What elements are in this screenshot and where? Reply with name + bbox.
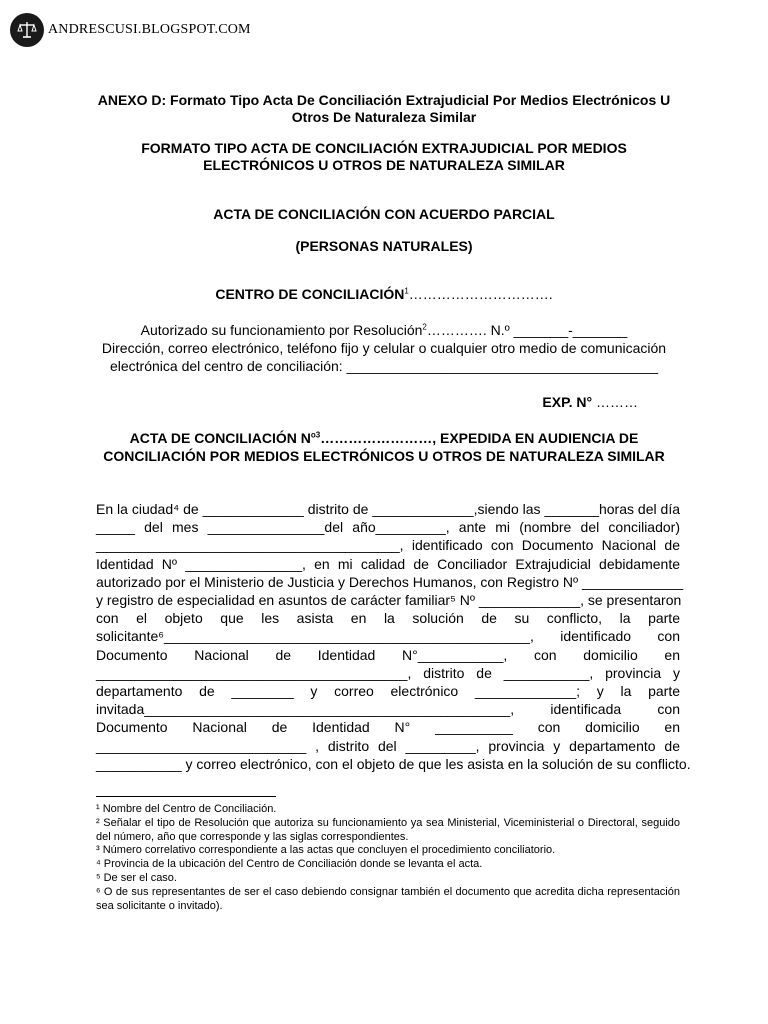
footnote: ⁴ Provincia de la ubicación del Centro de Conciliación donde se levanta el acta.	[96, 858, 483, 871]
authorization-blank: …………. N.º _______-_______	[426, 322, 628, 338]
footnote-divider	[96, 796, 276, 797]
acta-heading	[60, 429, 708, 465]
format-title-line1: FORMATO TIPO ACTA DE CONCILIACIÓN EXTRAJUDICIAL POR MEDIOS	[141, 140, 627, 156]
acta-heading-b: ……………………, EXPEDIDA EN AUDIENCIA DE	[320, 430, 639, 446]
footnote: ¹ Nombre del Centro de Conciliación.	[96, 803, 277, 815]
exp-number	[542, 394, 638, 410]
acta-heading-line2: CONCILIACIÓN POR MEDIOS ELECTRÓNICOS U OTROS DE NATURALEZA SIMILAR	[103, 448, 665, 464]
annex-title-line1: ANEXO D: Formato Tipo Acta De Conciliación Extrajudicial Por Medios Electrónicos U	[97, 92, 671, 108]
footnote: ⁵ De ser el caso.	[96, 871, 177, 884]
footnote-ref-1: 1	[404, 286, 409, 296]
body-line: Documento Nacional de Identidad N°___________, con domicilio en	[96, 646, 680, 663]
exp-blank: ………	[596, 394, 638, 410]
body-line: Identidad Nº _______________, en mi calidad de Conciliador Extrajudicial debidamente	[96, 555, 680, 572]
body-line: departamento de ________ y correo electrónico _____________; y la parte	[96, 683, 680, 700]
body-line: En la ciudad⁴ de _____________ distrito de _____________,siendo las _______horas del día	[96, 501, 680, 517]
format-title-line2: ELECTRÓNICOS U OTROS DE NATURALEZA SIMILAR	[203, 157, 565, 173]
footnotes	[96, 803, 680, 913]
body-line: con el objeto que les asista en la solución de su conflicto, la parte	[96, 610, 680, 627]
body-line: solicitante⁶_______________________________________________, identificado con	[96, 628, 680, 645]
annex-title-line2: Otros De Naturaleza Similar	[291, 109, 477, 125]
body-line: _____ del mes _______________del año_________, ante mi (nombre del conciliador)	[96, 519, 680, 536]
body-line: y registro de especialidad en asuntos de carácter familiar⁵ Nº _____________, se presentaron	[96, 592, 682, 609]
body-line: invitada_______________________________________________, identificada con	[96, 701, 680, 718]
scales-of-justice-icon	[10, 13, 44, 47]
body-line: _______________________________________, identificado con Documento Nacional de	[96, 537, 680, 554]
exp-label: EXP. N°	[542, 394, 593, 410]
body-line: ___________________________ , distrito del _________, provincia y departamento de	[96, 737, 680, 754]
footnote: ² Señalar el tipo de Resolución que autoriza su funcionamiento ya sea Ministerial, Viceministerial o Directoral, seguido del número, año que corresponde y las siglas correspondientes.	[96, 816, 680, 843]
centro-label: CENTRO DE CONCILIACIÓN	[215, 286, 405, 302]
authorization-line1	[60, 321, 708, 339]
format-title	[60, 140, 708, 174]
page-header	[10, 12, 251, 48]
body-line: Documento Nacional de Identidad N° __________ con domicilio en	[96, 719, 680, 736]
site-name: ANDRESCUSI.BLOGSPOT.COM	[48, 22, 251, 37]
footnote: ⁶ O de sus representantes de ser el caso debiendo consignar también el documento que acredita dicha representación sea solicitante o invitado).	[96, 885, 680, 912]
authorization-text: Autorizado su funcionamiento por Resolución	[140, 322, 423, 338]
acta-heading-a: ACTA DE CONCILIACIÓN N	[129, 430, 311, 446]
acta-body	[96, 500, 691, 773]
acta-heading-line1	[60, 429, 708, 447]
body-line: autorizado por el Ministerio de Justicia y Derechos Humanos, con Registro Nº _____________	[96, 573, 684, 590]
footnote: ³ Número correlativo correspondiente a las actas que concluyen el procedimiento conciliatorio.	[96, 844, 556, 857]
centro-blank: ………………………….	[408, 286, 553, 302]
authorization-line3: electrónica del centro de conciliación: ________________________________________	[109, 358, 659, 374]
body-line: ________________________________________, distrito de ___________, provincia y	[96, 664, 680, 681]
annex-title	[60, 92, 708, 126]
acta-type: ACTA DE CONCILIACIÓN CON ACUERDO PARCIAL	[213, 206, 555, 222]
footnote-ref-2: 2	[422, 322, 427, 332]
centro-line	[0, 286, 768, 302]
body-line: ___________ y correo electrónico, con el objeto de que les asista en la solución de su conflicto.	[96, 755, 691, 772]
authorization-block	[60, 321, 708, 375]
persons-type: (PERSONAS NATURALES)	[295, 238, 473, 254]
authorization-line2: Dirección, correo electrónico, teléfono fijo y celular o cualquier otro medio de comunicación	[101, 340, 667, 356]
footnote-ref-3: o3	[310, 430, 321, 440]
